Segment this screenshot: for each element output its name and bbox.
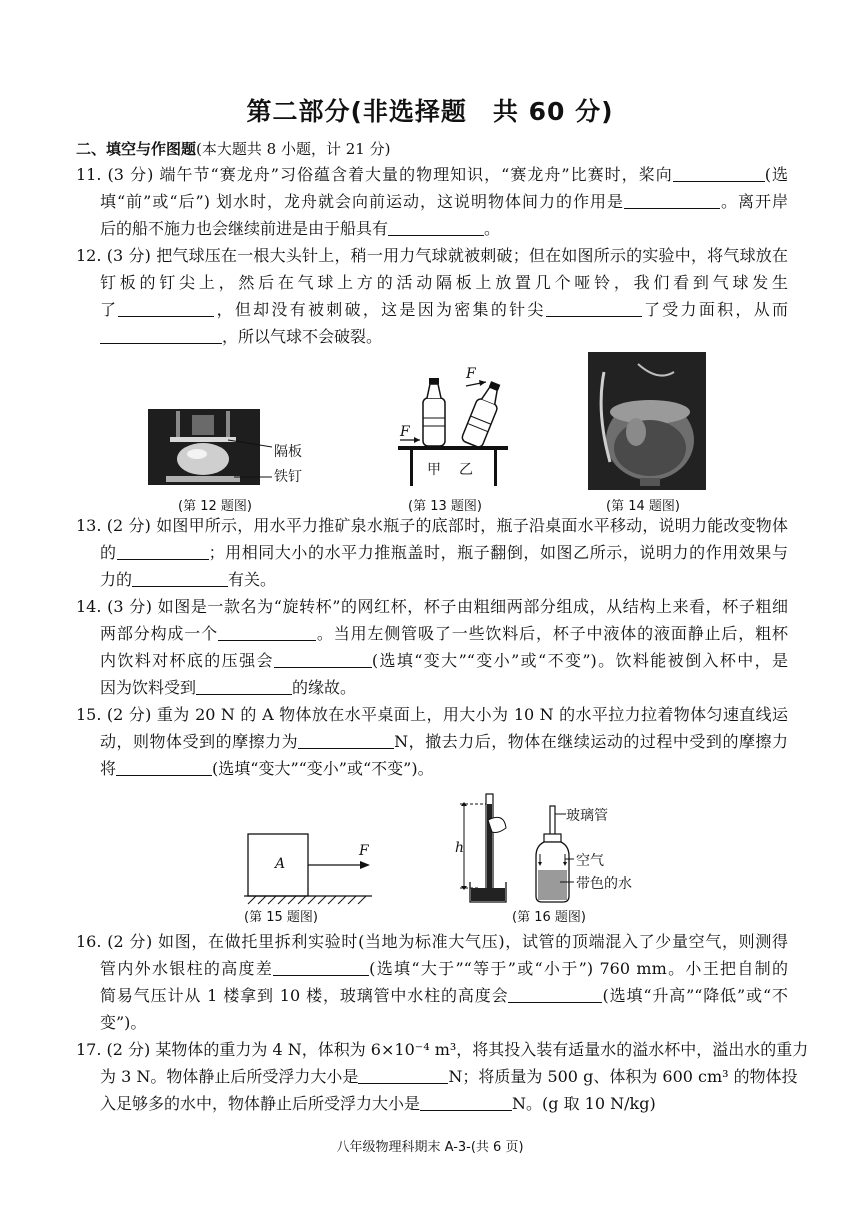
fig12-label-nail: 铁钉 bbox=[274, 469, 302, 485]
fig13-label-jia: 甲 bbox=[427, 462, 441, 478]
q11-blank-1[interactable] bbox=[673, 165, 765, 182]
q16-line-3: 简易气压计从 1 楼拿到 10 楼，玻璃管中水柱的高度会 (选填“升高”“降低”或“不 bbox=[100, 986, 788, 1005]
q17-line-2: 为 3 N。物体静止后所受浮力大小是 N；将质量为 500 g、体积为 600 cm³ 的物体投 bbox=[100, 1067, 798, 1086]
q12-line-4: ，所以气球不会破裂。 bbox=[100, 326, 788, 348]
q11-blank-3[interactable] bbox=[388, 219, 484, 236]
q15-blank-1[interactable] bbox=[298, 732, 394, 749]
q16-blank-2[interactable] bbox=[508, 986, 602, 1003]
q13-line-3: 力的 有关。 bbox=[100, 570, 277, 589]
fig14-rotating-cup-photo bbox=[588, 352, 706, 490]
q17-line-3: 入足够多的水中，物体静止后所受浮力大小是 N。(g 取 10 N/kg) bbox=[100, 1094, 656, 1113]
q17-blank-2[interactable] bbox=[420, 1094, 512, 1111]
q16-line-1: 16. (2 分) 如图，在做托里拆利实验时(当地为标准大气压)，试管的顶端混入了少量空气，则测得 bbox=[76, 932, 788, 951]
fig16-label-air: 空气 bbox=[576, 853, 604, 869]
q12-line-3: 了 ，但却没有被刺破，这是因为密集的针尖 了受力面积，从而 bbox=[100, 300, 788, 319]
q11-line-1: 11. (3 分) 端午节“赛龙舟”习俗蕴含着大量的物理知识，“赛龙舟”比赛时，桨向 (选 bbox=[76, 165, 788, 184]
part-title: 第二部分(非选择题 共 60 分) bbox=[246, 97, 614, 126]
q11-blank-2[interactable] bbox=[624, 192, 720, 209]
fig12-balloon-nailboard bbox=[148, 407, 338, 489]
fig13-caption: (第 13 题图) bbox=[408, 499, 482, 514]
q15-blank-2[interactable] bbox=[116, 759, 212, 776]
q17-line-1: 17. (2 分) 某物体的重力为 4 N，体积为 6×10⁻⁴ m³，将其投入装有适量水的溢水杯中，溢出水的重力 bbox=[76, 1040, 809, 1059]
section-title: 二、填空与作图题 bbox=[76, 140, 197, 158]
fig13-bottles-on-table bbox=[394, 370, 514, 488]
fig13-label-force-b: F bbox=[466, 366, 476, 382]
section-heading bbox=[76, 138, 390, 159]
fig15-label-block: A bbox=[275, 856, 286, 872]
q15-line-2: 动，则物体受到的摩擦力为 N，撤去力后，物体在继续运动的过程中受到的摩擦力 bbox=[100, 732, 788, 751]
q17-blank-1[interactable] bbox=[358, 1067, 448, 1084]
section-note: (本大题共 8 小题，计 21 分) bbox=[196, 140, 391, 158]
fig12-label-partition: 隔板 bbox=[274, 444, 302, 460]
q14-blank-2[interactable] bbox=[274, 651, 372, 668]
q16-line-4: 变”)。 bbox=[100, 1013, 147, 1032]
fig13-label-yi: 乙 bbox=[459, 462, 473, 478]
fig14-caption: (第 14 题图) bbox=[606, 499, 680, 514]
q14-line-4: 因为饮料受到 的缘故。 bbox=[100, 678, 357, 697]
q14-line-3: 内饮料对杯底的压强会 (选填“变大”“变小”或“不变”)。饮料能被倒入杯中，是 bbox=[100, 651, 788, 670]
fig16-caption: (第 16 题图) bbox=[512, 910, 586, 925]
q12-blank-1[interactable] bbox=[118, 300, 214, 317]
fig15-block-on-surface bbox=[244, 830, 384, 906]
q15-line-1: 15. (2 分) 重为 20 N 的 A 物体放在水平桌面上，用大小为 10 N 的水平拉力拉着物体匀速直线运 bbox=[76, 705, 788, 724]
q13-line-1: 13. (2 分) 如图甲所示，用水平力推矿泉水瓶子的底部时，瓶子沿桌面水平移动，说明力能改变物体 bbox=[76, 516, 788, 535]
fig15-caption: (第 15 题图) bbox=[244, 910, 318, 925]
fig16-label-tube: 玻璃管 bbox=[566, 808, 608, 824]
q13-blank-2[interactable] bbox=[132, 570, 228, 587]
q16-line-2: 管内外水银柱的高度差 (选填“大于”“等于”或“小于”) 760 mm。小王把自制的 bbox=[100, 959, 788, 978]
fig16-torricelli-and-barometer bbox=[448, 792, 578, 904]
fig16-label-water: 带色的水 bbox=[576, 876, 632, 892]
q14-blank-1[interactable] bbox=[218, 624, 316, 641]
q14-line-1: 14. (3 分) 如图是一款名为“旋转杯”的网红杯，杯子由粗细两部分组成，从结构上来看，杯子粗细 bbox=[76, 597, 788, 616]
q14-line-2: 两部分构成一个 。当用左侧管吸了一些饮料后，杯子中液体的液面静止后，粗杯 bbox=[100, 624, 788, 643]
q14-blank-3[interactable] bbox=[196, 678, 292, 695]
q11-line-3: 后的船不施力也会继续前进是由于船具有 。 bbox=[100, 219, 501, 238]
fig12-caption: (第 12 题图) bbox=[178, 499, 252, 514]
q12-blank-3[interactable] bbox=[100, 327, 222, 344]
q12-line-1: 12. (3 分) 把气球压在一根大头针上，稍一用力气球就被刺破；但在如图所示的实验中，将气球放在 bbox=[76, 246, 788, 265]
q11-line-2: 填“前”或“后”) 划水时，龙舟就会向前运动，这说明物体间力的作用是 。离开岸 bbox=[100, 192, 788, 211]
q13-line-2: 的 ；用相同大小的水平力推瓶盖时，瓶子翻倒，如图乙所示，说明力的作用效果与 bbox=[100, 543, 788, 562]
q13-blank-1[interactable] bbox=[117, 543, 209, 560]
fig15-label-force: F bbox=[359, 843, 369, 859]
q15-line-3: 将 (选填“变大”“变小”或“不变”)。 bbox=[100, 759, 434, 778]
q16-blank-1[interactable] bbox=[273, 959, 369, 976]
q12-line-2: 钉板的钉尖上，然后在气球上方的活动隔板上放置几个哑铃，我们看到气球发生 bbox=[100, 273, 788, 292]
page-footer: 八年级物理科期末 A-3-(共 6 页) bbox=[336, 1140, 524, 1155]
fig16-label-h: h bbox=[455, 840, 465, 856]
fig13-label-force-a: F bbox=[400, 424, 410, 440]
q12-blank-2[interactable] bbox=[546, 300, 642, 317]
